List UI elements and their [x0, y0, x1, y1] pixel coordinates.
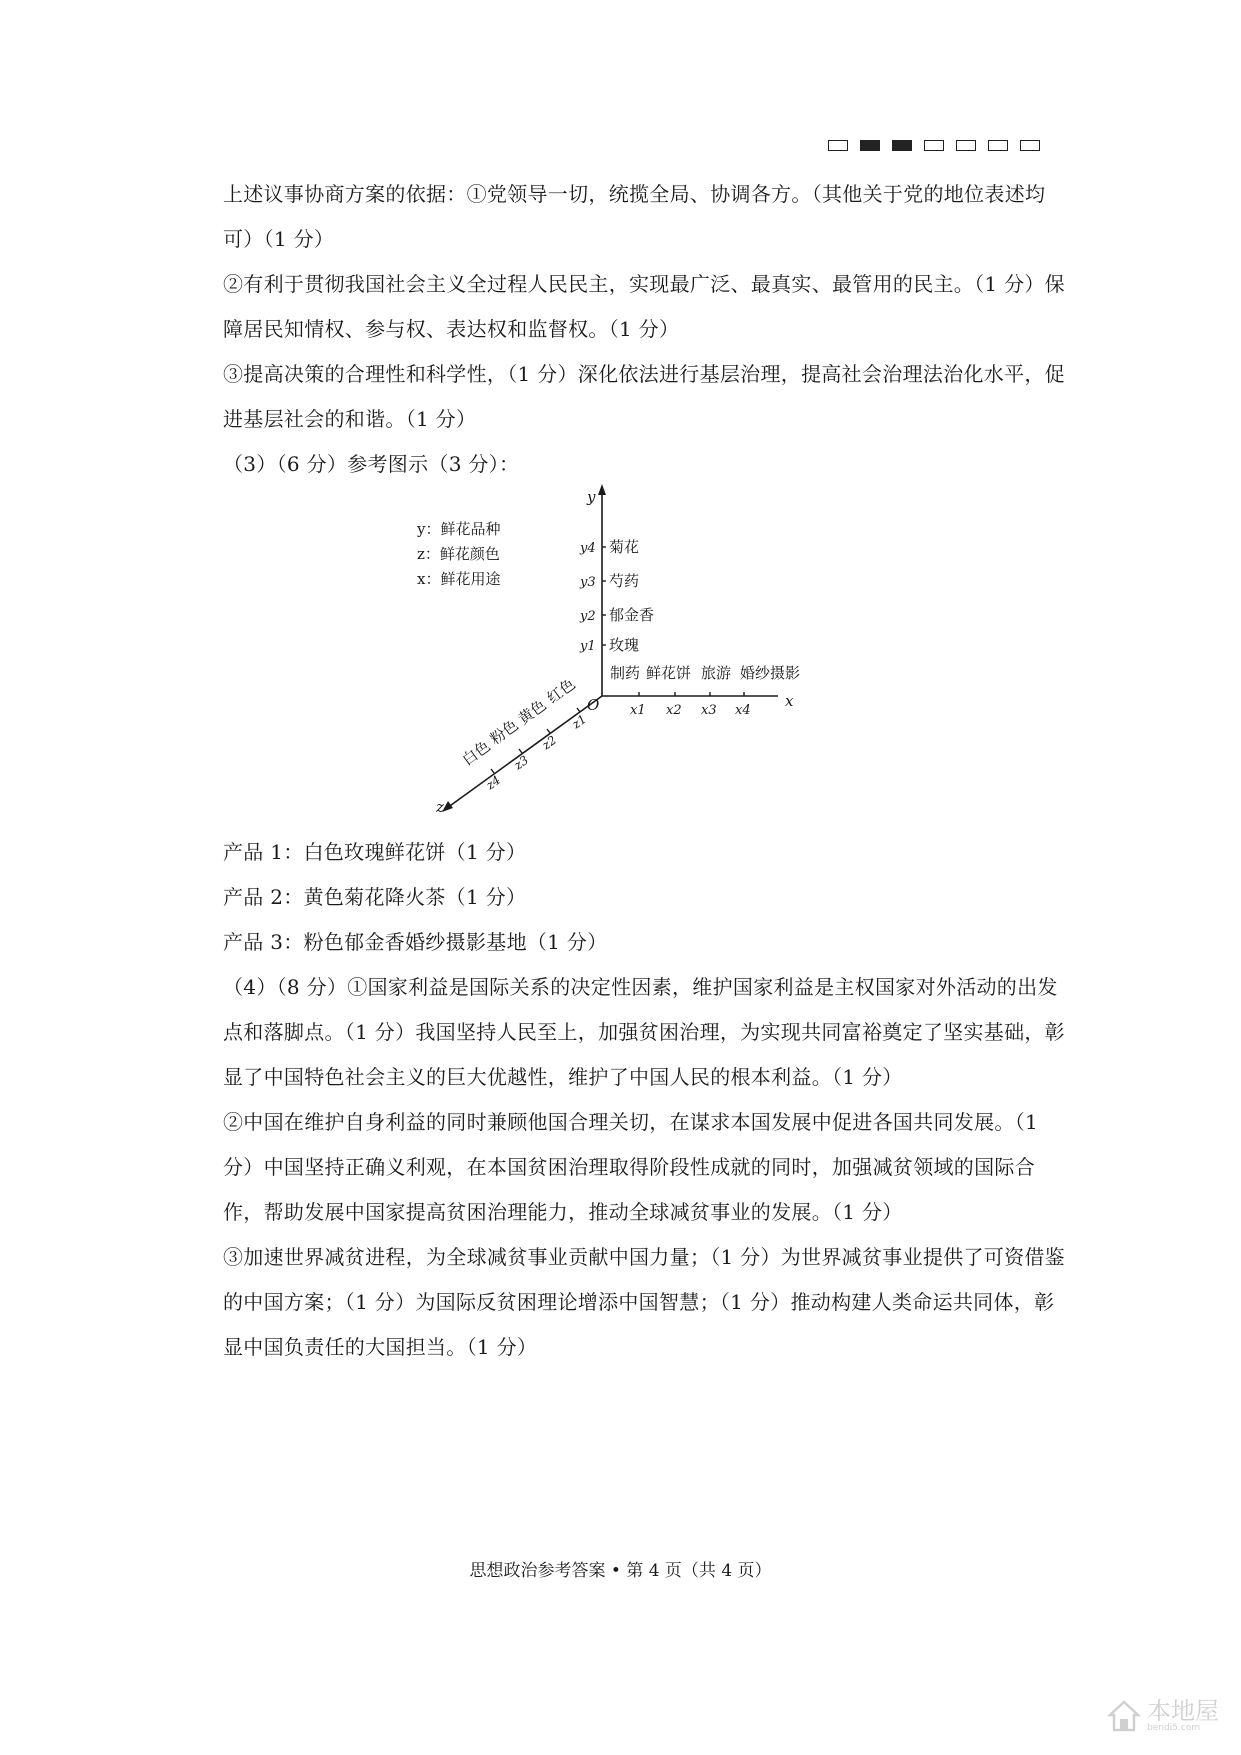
coordinate-diagram: [400, 482, 840, 827]
coordinate-diagram-svg: [400, 482, 840, 827]
legend-item: z：鲜花颜色: [417, 545, 500, 563]
header-mark-box: [828, 140, 848, 151]
z-category-label: 黄色: [514, 696, 550, 729]
y-category-label: 芍药: [609, 572, 640, 590]
answer-paragraph: ②中国在维护自身利益的同时兼顾他国合理关切，在谋求本国发展中促进各国共同发展。（1 分）中国坚持正确义利观，在本国贫困治理取得阶段性成就的同时，加强减贫领域的国际合作，帮助发展中国家提高贫困治理能力，推动全球减贫事业的发展。（1 分）: [223, 1110, 1039, 1224]
y-axis-arrow: [598, 484, 606, 495]
origin-label: O: [587, 696, 600, 714]
answer-paragraph: ②有利于贯彻我国社会主义全过程人民民主，实现最广泛、最真实、最管用的民主。（1 分）保障居民知情权、参与权、表达权和监督权。（1 分）: [223, 272, 1065, 341]
answer-section-4: [223, 965, 1068, 1370]
header-mark-box: [1020, 140, 1040, 151]
y-tick-label: y4: [580, 541, 596, 556]
z-tick-label: z2: [539, 732, 560, 753]
x-axis-label: x: [785, 692, 794, 710]
product-item: 产品 1：白色玫瑰鲜花饼（1 分）: [223, 840, 527, 864]
watermark-text: 本地屋: [1147, 1697, 1219, 1725]
y-category-label: 郁金香: [609, 606, 655, 624]
header-mark-box: [956, 140, 976, 151]
house-logo-icon: [1107, 1699, 1141, 1733]
x-category-label: 制药: [610, 664, 641, 682]
x-tick-label: x3: [701, 703, 717, 718]
answer-paragraph: （4）（8 分）①国家利益是国际关系的决定性因素，维护国家利益是主权国家对外活动的出发点和落脚点。（1 分）我国坚持人民至上，加强贫困治理，为实现共同富裕奠定了坚实基础，彰显了中国特色社会主义的巨大优越性，维护了中国人民的根本利益。（1 分）: [223, 975, 1065, 1089]
y-tick-label: y2: [580, 609, 596, 624]
header-mark-box: [988, 140, 1008, 151]
x-tick-label: x4: [735, 703, 751, 718]
x-category-label: 鲜花饼: [646, 664, 692, 682]
answer-paragraph: ③加速世界减贫进程，为全球减贫事业贡献中国力量；（1 分）为世界减贫事业提供了可资借鉴的中国方案；（1 分）为国际反贫困理论增添中国智慧；（1 分）推动构建人类命运共同体，彰显中国负责任的大国担当。（1 分）: [223, 1245, 1065, 1359]
site-watermark: [1107, 1699, 1219, 1733]
z-tick-label: z3: [511, 752, 532, 773]
header-marks: [828, 140, 1040, 151]
header-mark-box: [860, 140, 880, 151]
y-axis-label: y: [587, 488, 596, 506]
y-tick-label: y1: [580, 639, 596, 654]
x-tick-label: x2: [666, 703, 682, 718]
z-category-label: 粉色: [486, 716, 522, 749]
z-tick-label: z4: [483, 772, 504, 793]
product-list: [223, 830, 1068, 965]
z-axis-label: z: [436, 798, 444, 816]
question-3-heading: （3）（6 分）参考图示（3 分）：: [223, 452, 520, 476]
legend-item: y：鲜花品种: [417, 520, 501, 538]
z-tick: [491, 769, 494, 773]
product-item: 产品 2：黄色菊花降火茶（1 分）: [223, 885, 527, 909]
page-footer: 思想政治参考答案 • 第 4 页（共 4 页）: [469, 1561, 772, 1581]
x-category-label: 旅游: [701, 664, 732, 682]
y-category-label: 玫瑰: [609, 636, 640, 654]
x-category-label: 婚纱摄影: [740, 664, 801, 682]
header-mark-box: [924, 140, 944, 151]
x-tick-label: x1: [630, 703, 646, 718]
z-category-label: 白色: [458, 737, 494, 770]
legend-item: x：鲜花用途: [417, 570, 501, 588]
z-category-label: 红色: [543, 675, 579, 708]
header-mark-box: [892, 140, 912, 151]
y-tick-label: y3: [580, 575, 596, 590]
z-tick: [519, 749, 522, 753]
answer-paragraph: 上述议事协商方案的依据：①党领导一切，统揽全局、协调各方。（其他关于党的地位表述均可）（1 分）: [223, 182, 1046, 251]
answer-paragraph: ③提高决策的合理性和科学性，（1 分）深化依法进行基层治理，提高社会治理法治化水平，促进基层社会的和谐。（1 分）: [223, 362, 1065, 431]
z-tick-label: z1: [569, 711, 590, 732]
z-tick: [577, 708, 580, 712]
y-category-label: 菊花: [609, 538, 640, 556]
watermark-url: bendi5.com: [1147, 1723, 1200, 1733]
answer-section-2-3: [223, 172, 1068, 487]
z-tick: [547, 729, 550, 733]
product-item: 产品 3：粉色郁金香婚纱摄影基地（1 分）: [223, 930, 608, 954]
